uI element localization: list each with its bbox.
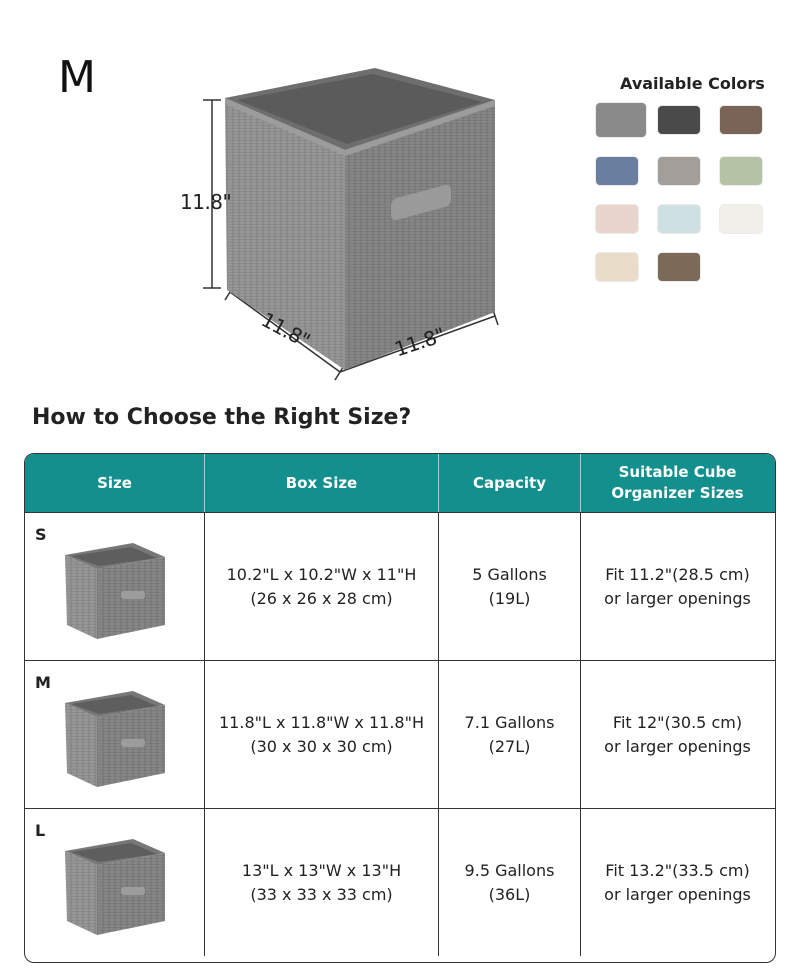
size-cell <box>25 661 205 808</box>
fit-cell: Fit 13.2"(33.5 cm) or larger openings <box>604 860 751 904</box>
box-size-cell: 11.8"L x 11.8"W x 11.8"H (30 x 30 x 30 cm) <box>205 661 439 808</box>
table-row <box>25 512 775 660</box>
size-cell <box>25 513 205 660</box>
color-swatch[interactable] <box>596 103 646 137</box>
color-swatch[interactable] <box>596 253 638 281</box>
size-table <box>24 453 776 963</box>
section-title: How to Choose the Right Size? <box>32 405 412 430</box>
row-size-letter: L <box>35 821 46 840</box>
available-colors-title: Available Colors <box>620 74 765 93</box>
storage-cube-thumbnail <box>63 837 167 937</box>
fit-cell: Fit 12"(30.5 cm) or larger openings <box>604 712 751 756</box>
row-size-letter: S <box>35 525 47 544</box>
row-size-letter: M <box>35 673 51 692</box>
size-letter: M <box>58 52 96 103</box>
color-swatch[interactable] <box>658 157 700 185</box>
width-label: 11.8" <box>391 322 448 362</box>
color-swatch[interactable] <box>720 106 762 134</box>
color-swatch[interactable] <box>658 205 700 233</box>
size-cell <box>25 809 205 956</box>
color-swatch[interactable] <box>720 205 762 233</box>
capacity-cell: 9.5 Gallons (36L) <box>439 809 581 956</box>
header-capacity: Capacity <box>439 454 581 512</box>
header-size: Size <box>25 454 205 512</box>
height-label: 11.8" <box>180 190 232 214</box>
header-box-size: Box Size <box>205 454 439 512</box>
capacity-cell: 5 Gallons (19L) <box>439 513 581 660</box>
color-swatch[interactable] <box>596 157 638 185</box>
color-swatch[interactable] <box>596 205 638 233</box>
color-swatch-grid <box>596 106 778 281</box>
box-size-cell: 10.2"L x 10.2"W x 11"H (26 x 26 x 28 cm) <box>205 513 439 660</box>
fit-cell: Fit 11.2"(28.5 cm) or larger openings <box>604 564 751 608</box>
header-organizer-sizes: Suitable Cube Organizer Sizes <box>611 463 744 502</box>
table-row <box>25 660 775 808</box>
box-size-cell: 13"L x 13"W x 13"H (33 x 33 x 33 cm) <box>205 809 439 956</box>
depth-label: 11.8" <box>257 307 314 353</box>
capacity-cell: 7.1 Gallons (27L) <box>439 661 581 808</box>
storage-cube-image <box>195 60 505 385</box>
color-swatch[interactable] <box>720 157 762 185</box>
storage-cube-thumbnail <box>63 541 167 641</box>
color-swatch[interactable] <box>658 106 700 134</box>
table-header <box>25 454 775 512</box>
storage-cube-thumbnail <box>63 689 167 789</box>
color-swatch[interactable] <box>658 253 700 281</box>
table-row <box>25 808 775 956</box>
